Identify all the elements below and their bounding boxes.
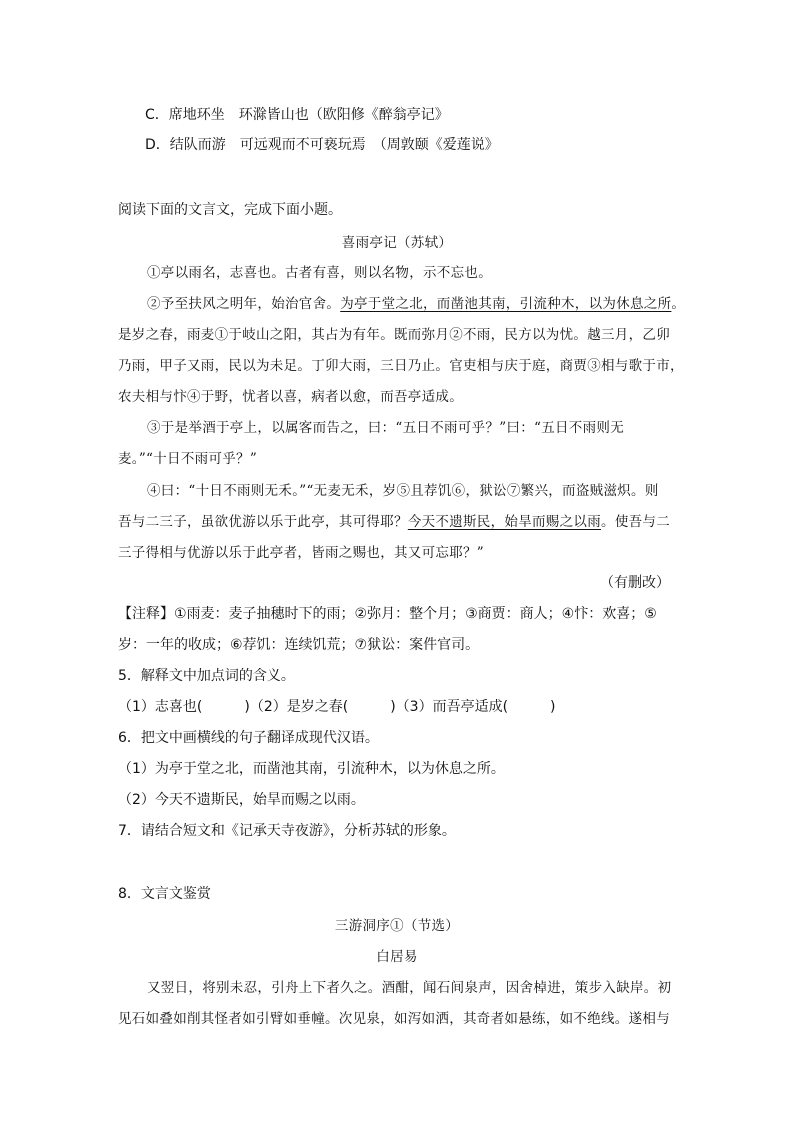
annotation-line-2: 岁：一年的收成；⑥荐饥：连续饥荒；⑦狱讼：案件官司。 [118, 637, 480, 653]
question-6: 6．把文中画横线的句子翻译成现代汉语。 [118, 730, 379, 746]
paragraph-2-line-3: 乃雨，甲子又雨，民以为未足。丁卯大雨，三日乃止。官吏相与庆于庭，商贾③相与歌于市， [118, 358, 684, 374]
source-note: （有删改） [600, 575, 670, 591]
paragraph-2-line-2: 是岁之春，雨麦①于岐山之阳，其占为有年。既而弥月②不雨，民方以为忧。越三月，乙卯 [118, 327, 670, 343]
paragraph-1: ①亭以雨名，志喜也。古者有喜，则以名物，示不忘也。 [147, 265, 492, 281]
option-c: C．席地环坐 环滁皆山也（欧阳修《醉翁亭记》 [145, 107, 449, 123]
question-8: 8．文言文鉴赏 [118, 886, 211, 902]
paragraph-4-text: 吾与二三子，虽欲优游以乐于此亭，其可得耶？ [118, 514, 408, 530]
paragraph-4-line-3: 三子得相与优游以乐于此亭者，皆雨之赐也，其又可忘耶？” [118, 545, 485, 561]
passage-2-title: 三游洞序①（节选） [334, 918, 460, 934]
paragraph-2-text: ②予至扶风之明年，始治官舍。 [147, 296, 341, 312]
paragraph-2-line-1 [147, 292, 685, 312]
paragraph-3-line-1: ③于是举酒于亭上，以属客而告之，曰：“五日不雨可乎？”曰：“五日不雨则无 [147, 420, 625, 436]
paragraph-4-line-2 [118, 510, 670, 530]
question-7: 7．请结合短文和《记承天寺夜游》，分析苏轼的形象。 [118, 823, 456, 839]
passage-2-line-2: 见石如叠如削其怪者如引臂如垂幢。次见泉，如泻如洒，其奇者如悬练，如不绝线。遂相与 [118, 1011, 670, 1027]
passage-2-author: 白居易 [376, 949, 418, 965]
question-6-1: （1）为亭于堂之北，而凿池其南，引流种木，以为休息之所。 [118, 761, 505, 777]
option-d: D．结队而游 可远观而不可亵玩焉 （周敦颐《爱莲说》 [145, 137, 499, 153]
passage-2-line-1: 又翌日，将别未忍，引舟上下者久之。酒酣，闻石间泉声，因舍棹进，策步入缺岸。初 [147, 980, 672, 996]
question-5-items: （1）志喜也( )（2）是岁之春( )（3）而吾亭适成( ) [118, 699, 556, 715]
annotation-line-1: 【注释】①雨麦：麦子抽穗时下的雨；②弥月：整个月；③商贾：商人；④忭：欢喜；⑤ [118, 606, 657, 622]
paragraph-4-text-end: 。使吾与二 [601, 514, 671, 530]
question-5: 5．解释文中加点词的含义。 [118, 668, 295, 684]
paragraph-2-line-4: 农夫相与忭④于野，忧者以喜，病者以愈，而吾亭适成。 [118, 389, 463, 405]
paragraph-4-line-1: ④曰：“十日不雨则无禾。”“无麦无禾，岁⑤且荐饥⑥，狱讼⑦繁兴，而盗贼滋炽。则 [147, 483, 659, 499]
passage-title: 喜雨亭记（苏轼） [341, 235, 453, 251]
reading-instruction: 阅读下面的文言文，完成下面小题。 [118, 202, 342, 218]
underlined-sentence-2: 今天不遗斯民，始旱而赐之以雨 [407, 514, 602, 530]
underlined-sentence-1: 为亭于堂之北，而凿池其南，引流种木，以为休息之所 [340, 296, 672, 312]
question-6-2: （2）今天不遗斯民，始旱而赐之以雨。 [118, 792, 365, 808]
paragraph-3-line-2: 麦。”“十日不雨可乎？” [118, 451, 258, 467]
paragraph-2-punct: 。 [671, 296, 686, 312]
